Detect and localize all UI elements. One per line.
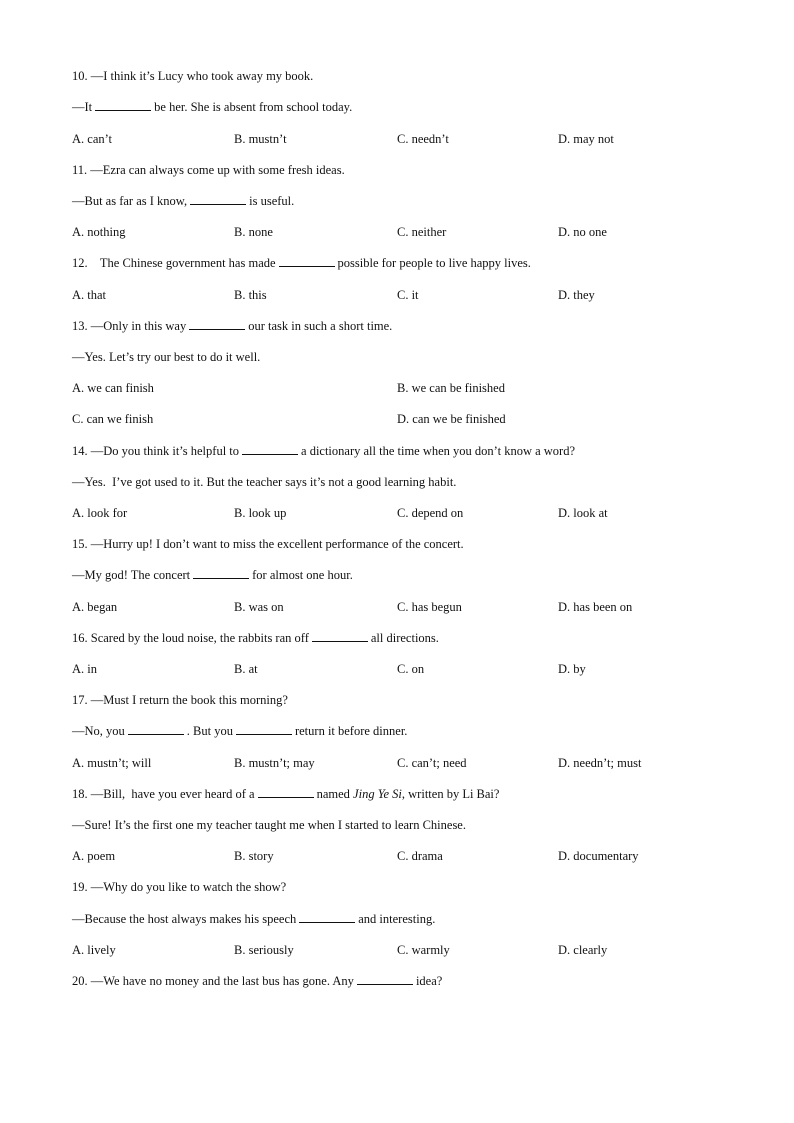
question-12-options xyxy=(72,286,732,304)
option-d: D. look at xyxy=(558,506,608,520)
question-16-options xyxy=(72,660,732,678)
question-11-options xyxy=(72,223,732,241)
answer-blank xyxy=(95,98,151,111)
option-d: D. may not xyxy=(558,132,614,146)
question-10-stem: 10. —I think it’s Lucy who took away my book. xyxy=(72,69,314,83)
option-d: D. no one xyxy=(558,225,607,239)
option-d: D. clearly xyxy=(558,943,608,957)
option-a: A. look for xyxy=(72,506,128,520)
option-b: B. we can be finished xyxy=(397,381,505,395)
question-12-stem: 12. The Chinese government has made possible for people to live happy lives. xyxy=(72,256,531,270)
option-d: D. needn’t; must xyxy=(558,756,642,770)
option-d: D. they xyxy=(558,288,595,302)
question-13-reply: —Yes. Let’s try our best to do it well. xyxy=(72,350,261,364)
question-15-options xyxy=(72,598,732,616)
question-13-options-row-1 xyxy=(72,379,732,397)
question-18-reply: —Sure! It’s the first one my teacher taught me when I started to learn Chinese. xyxy=(72,818,466,832)
answer-blank xyxy=(236,722,292,735)
answer-blank xyxy=(189,317,245,330)
question-11-stem: 11. —Ezra can always come up with some fresh ideas. xyxy=(72,163,345,177)
option-a: A. poem xyxy=(72,849,116,863)
option-b: B. was on xyxy=(234,600,284,614)
question-11-reply: —But as far as I know, is useful. xyxy=(72,194,295,208)
option-b: B. story xyxy=(234,849,274,863)
option-a: A. lively xyxy=(72,943,116,957)
option-a: A. we can finish xyxy=(72,381,154,395)
question-14-stem: 14. —Do you think it’s helpful to a dictionary all the time when you don’t know a word? xyxy=(72,444,576,458)
option-c: C. on xyxy=(397,662,425,676)
option-c: C. can’t; need xyxy=(397,756,467,770)
option-b: B. none xyxy=(234,225,273,239)
answer-blank xyxy=(128,722,184,735)
question-16-stem: 16. Scared by the loud noise, the rabbits ran off all directions. xyxy=(72,631,439,645)
option-c: C. can we finish xyxy=(72,412,154,426)
question-19-stem: 19. —Why do you like to watch the show? xyxy=(72,880,287,894)
answer-blank xyxy=(193,566,249,579)
option-c: C. it xyxy=(397,288,419,302)
answer-blank xyxy=(312,629,368,642)
option-b: B. look up xyxy=(234,506,287,520)
question-17-stem: 17. —Must I return the book this morning? xyxy=(72,693,288,707)
question-15-stem: 15. —Hurry up! I don’t want to miss the excellent performance of the concert. xyxy=(72,537,464,551)
answer-blank xyxy=(258,785,314,798)
option-a: A. can’t xyxy=(72,132,113,146)
option-a: A. in xyxy=(72,662,97,676)
option-a: A. mustn’t; will xyxy=(72,756,152,770)
option-d: D. by xyxy=(558,662,586,676)
answer-blank xyxy=(242,442,298,455)
option-c: C. drama xyxy=(397,849,443,863)
question-14-options xyxy=(72,504,732,522)
option-a: A. began xyxy=(72,600,118,614)
option-d: D. can we be finished xyxy=(397,412,506,426)
answer-blank xyxy=(357,972,413,985)
question-14-reply: —Yes. I’ve got used to it. But the teacher says it’s not a good learning habit. xyxy=(72,475,457,489)
question-18-stem: 18. —Bill, have you ever heard of a named Jing Ye Si, written by Li Bai? xyxy=(72,787,500,801)
question-19-options xyxy=(72,941,732,959)
option-c: C. warmly xyxy=(397,943,450,957)
option-b: B. mustn’t; may xyxy=(234,756,315,770)
option-c: C. needn’t xyxy=(397,132,449,146)
option-c: C. depend on xyxy=(397,506,464,520)
question-17-reply: —No, you . But you return it before dinner. xyxy=(72,724,408,738)
question-13-options-row-2 xyxy=(72,410,732,428)
answer-blank xyxy=(190,192,246,205)
option-c: C. has begun xyxy=(397,600,462,614)
option-d: D. documentary xyxy=(558,849,639,863)
question-10-options xyxy=(72,130,732,148)
option-a: A. that xyxy=(72,288,107,302)
answer-blank xyxy=(299,910,355,923)
question-15-reply: —My god! The concert for almost one hour. xyxy=(72,568,353,582)
option-b: B. at xyxy=(234,662,258,676)
question-13-stem: 13. —Only in this way our task in such a short time. xyxy=(72,319,393,333)
question-18-options xyxy=(72,847,732,865)
option-a: A. nothing xyxy=(72,225,126,239)
answer-blank xyxy=(279,254,335,267)
option-b: B. mustn’t xyxy=(234,132,287,146)
option-b: B. seriously xyxy=(234,943,294,957)
question-17-options xyxy=(72,754,732,772)
question-19-reply: —Because the host always makes his speech and interesting. xyxy=(72,912,436,926)
option-b: B. this xyxy=(234,288,267,302)
question-20-stem: 20. —We have no money and the last bus has gone. Any idea? xyxy=(72,974,443,988)
option-c: C. neither xyxy=(397,225,447,239)
option-d: D. has been on xyxy=(558,600,633,614)
poem-title: Jing Ye Si xyxy=(353,787,402,801)
question-10-reply: —It be her. She is absent from school today. xyxy=(72,100,353,114)
